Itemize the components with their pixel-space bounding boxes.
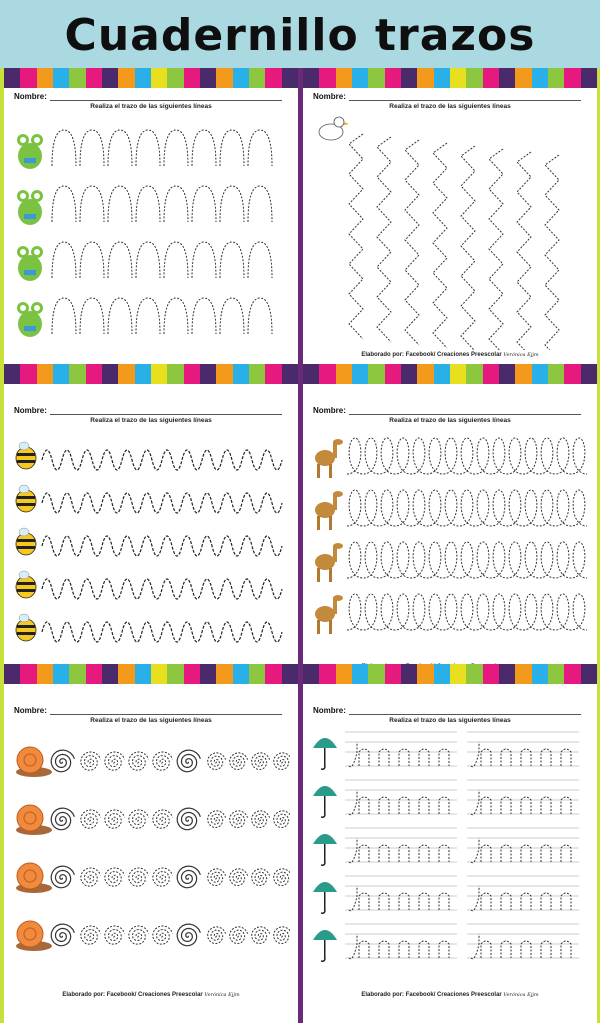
frog-icon [17,190,43,225]
color-stripe [303,364,597,384]
wave-trace-row [42,579,282,599]
zigzag-trace-area [311,114,589,350]
camel-icon [315,543,343,582]
spiral-guide [177,866,200,888]
credit-text: Elaborado por: Facebook/ Creaciones Preescolar [361,992,502,998]
bee-icon [16,442,36,469]
name-input-line[interactable] [349,714,581,715]
spiral-trace [153,752,173,770]
spiral-trace [129,926,149,944]
bee-icon [16,485,36,512]
waves-trace-area [12,430,290,680]
arches-trace-area [12,116,290,366]
name-input-line[interactable] [50,714,282,715]
spiral-trace [252,811,270,828]
umbrella-icon [313,786,337,817]
credit-signature: Verónica Ejjm [503,992,539,998]
spiral-trace [274,811,290,828]
spiral-guide [177,808,200,830]
hooks-trace-area [311,728,589,984]
spiral-trace [274,753,290,770]
arch-trace-row [52,130,272,166]
spiral-trace [129,810,149,828]
credit-text: Elaborado por: Facebook/ Creaciones Preescolar [361,352,502,358]
hook-trace-row [471,790,571,815]
name-input-line[interactable] [349,414,581,415]
spiral-trace [230,927,248,944]
spiral-trace [153,868,173,886]
instruction-text: Realiza el trazo de las siguientes líneas [389,417,511,424]
zigzag-trace-column [461,146,475,350]
hook-trace-row [349,790,449,815]
name-input-line[interactable] [50,414,282,415]
spiral-trace [230,869,248,886]
spiral-guide [51,808,74,830]
snail-icon [16,747,52,777]
spiral-trace [208,753,226,770]
frog-icon [17,246,43,281]
name-input-line[interactable] [349,100,581,101]
spiral-trace [81,926,101,944]
spiral-trace [274,927,290,944]
camel-icon [315,595,343,634]
camel-icon [315,491,343,530]
zigzag-trace-column [489,149,503,350]
credit-signature: Verónica Ejjm [204,992,240,998]
frog-icon [17,302,43,337]
hook-trace-row [349,886,449,911]
hook-trace-row [471,742,571,767]
worksheet-zigzag [303,68,597,384]
zigzag-trace-column [433,143,447,348]
hook-trace-row [471,838,571,863]
zigzag-trace-column [405,140,419,345]
instruction-text: Realiza el trazo de las siguientes líneas [389,717,511,724]
snail-icon [16,863,52,893]
spiral-trace [252,753,270,770]
bee-icon [16,614,36,641]
name-input-line[interactable] [50,100,282,101]
spiral-trace [274,869,290,886]
loop-trace-row [347,594,587,630]
hook-trace-row [349,934,449,959]
wave-trace-row [42,493,282,513]
nombre-label: Nombre: [313,92,346,101]
nombre-label: Nombre: [14,92,47,101]
loop-trace-row [347,490,587,526]
spiral-trace [153,810,173,828]
umbrella-icon [313,930,337,961]
spiral-trace [105,752,125,770]
bee-icon [16,528,36,555]
spiral-trace [208,869,226,886]
zigzag-trace-column [377,137,391,342]
spiral-trace [81,868,101,886]
nombre-label: Nombre: [313,706,346,715]
credit-line [311,992,589,998]
hook-trace-row [349,742,449,767]
spirals-trace-area [12,732,290,982]
loops-trace-area [311,428,589,648]
worksheet-loops [303,384,597,684]
camel-icon [315,439,343,478]
spiral-trace [230,753,248,770]
hook-trace-row [349,838,449,863]
instruction-text: Realiza el trazo de las siguientes líneas [90,103,212,110]
spiral-trace [105,926,125,944]
nombre-label: Nombre: [14,406,47,415]
worksheet-waves [4,384,298,684]
wave-trace-row [42,536,282,556]
arch-trace-row [52,186,272,222]
snail-icon [16,805,52,835]
loop-trace-row [347,438,587,474]
worksheet-arches [4,68,298,384]
credit-line [12,992,290,998]
snail-icon [16,921,52,951]
spiral-trace [129,868,149,886]
umbrella-icon [313,738,337,769]
credit-line [311,352,589,358]
bird-icon [319,117,349,140]
hook-trace-row [471,934,571,959]
spiral-trace [105,868,125,886]
umbrella-icon [313,834,337,865]
arch-trace-row [52,242,272,278]
bee-icon [16,571,36,598]
nombre-label: Nombre: [14,706,47,715]
spiral-trace [208,927,226,944]
arch-trace-row [52,298,272,334]
color-stripe [4,664,298,684]
spiral-trace [105,810,125,828]
worksheet-hooks [303,684,597,1023]
spiral-trace [208,811,226,828]
spiral-guide [51,750,74,772]
spiral-trace [129,752,149,770]
umbrella-icon [313,882,337,913]
spiral-trace [252,927,270,944]
wave-trace-row [42,450,282,470]
spiral-guide [177,750,200,772]
spiral-guide [177,924,200,946]
hook-trace-row [471,886,571,911]
credit-signature: Verónica Ejjm [503,352,539,358]
color-stripe [4,364,298,384]
instruction-text: Realiza el trazo de las siguientes líneas [90,417,212,424]
instruction-text: Realiza el trazo de las siguientes líneas [90,717,212,724]
nombre-label: Nombre: [313,406,346,415]
zigzag-trace-column [349,134,363,339]
instruction-text: Realiza el trazo de las siguientes líneas [389,103,511,110]
spiral-trace [252,869,270,886]
frog-icon [17,134,43,169]
spiral-trace [153,926,173,944]
spiral-trace [81,810,101,828]
loop-trace-row [347,542,587,578]
spiral-guide [51,866,74,888]
wave-trace-row [42,622,282,642]
spiral-guide [51,924,74,946]
spiral-trace [81,752,101,770]
spiral-trace [230,811,248,828]
worksheet-spirals [4,684,298,1023]
page-title: Cuadernillo trazos [64,10,536,61]
zigzag-trace-column [517,152,531,350]
color-stripe [303,664,597,684]
credit-text: Elaborado por: Facebook/ Creaciones Preescolar [62,992,203,998]
color-stripe [4,68,298,88]
color-stripe [303,68,597,88]
zigzag-trace-column [545,155,559,350]
